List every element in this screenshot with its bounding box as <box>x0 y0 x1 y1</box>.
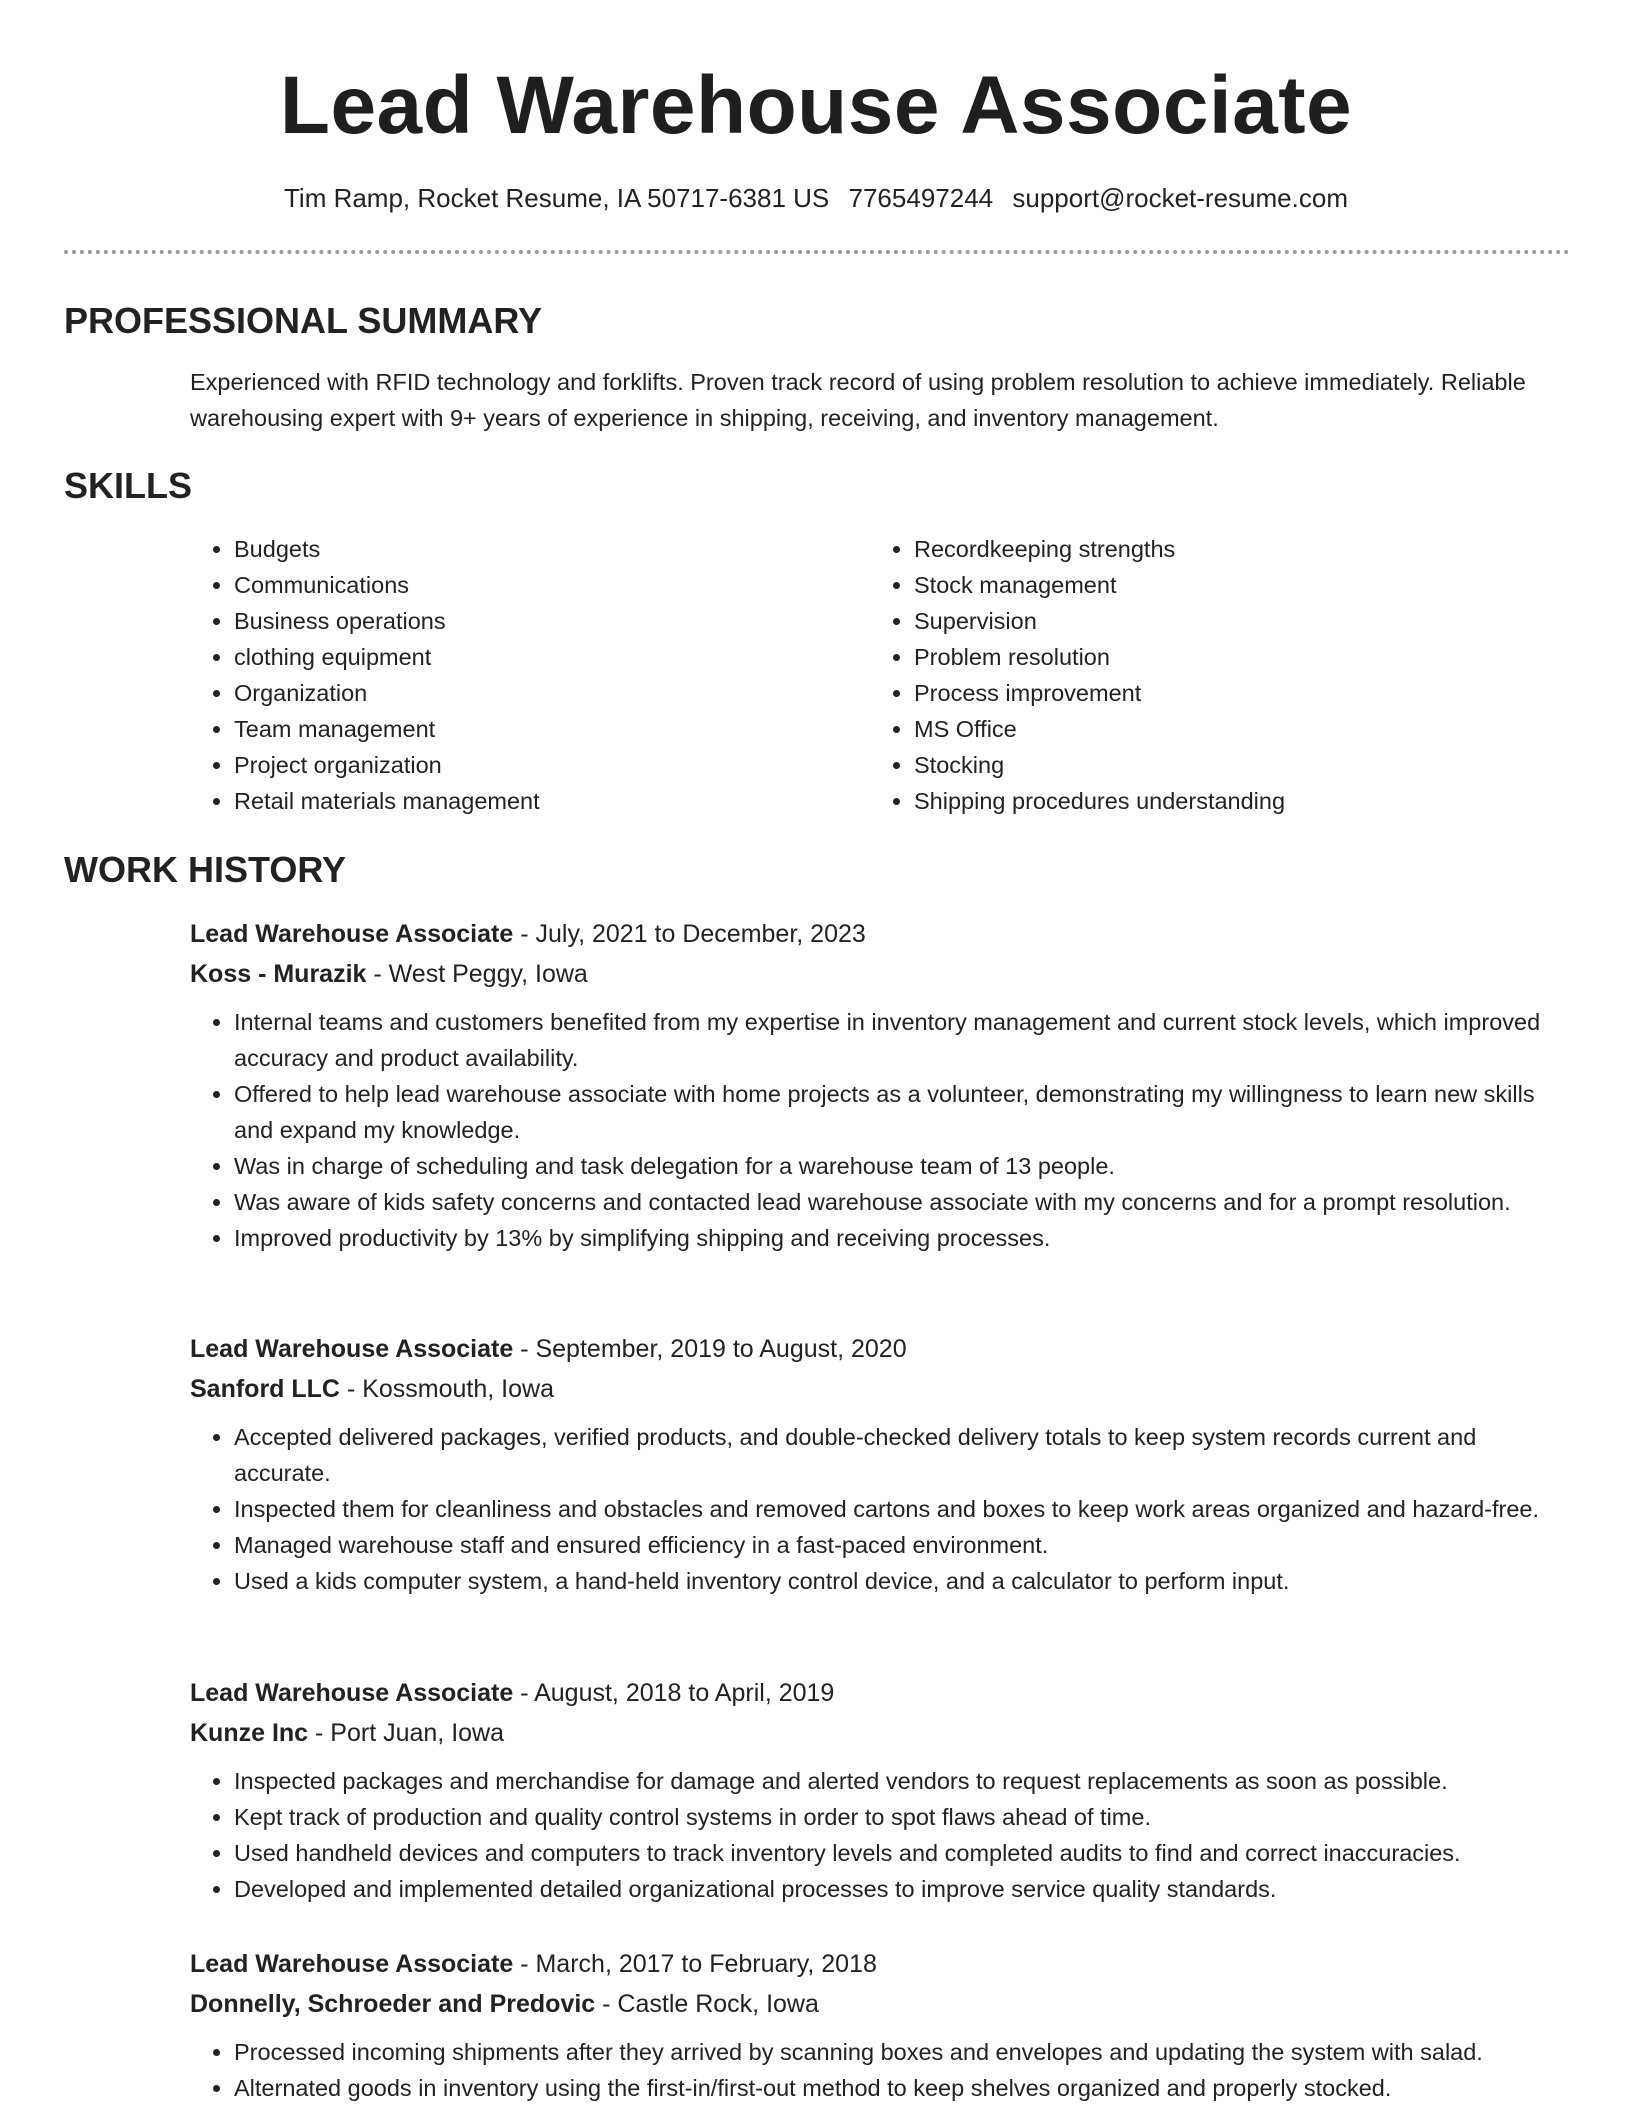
skill-item: • Team management <box>234 711 854 747</box>
job-bullet: • Used handheld devices and computers to track inventory levels and completed audits to find and correct inaccuracies. <box>234 1835 1570 1871</box>
job-title: Lead Warehouse Associate <box>190 1950 514 1978</box>
job-bullets <box>190 2034 1570 2106</box>
skills-list-right <box>870 531 1574 819</box>
job-bullet: • Improved productivity by 13% by simplifying shipping and receiving processes. <box>234 1220 1570 1256</box>
job-bullet: • Offered to help lead warehouse associate with home projects as a volunteer, demonstrating my willingness to learn new skills and expand my knowledge. <box>234 1076 1570 1148</box>
job-title: Lead Warehouse Associate <box>190 1335 514 1363</box>
job-company: Kunze Inc <box>190 1719 309 1747</box>
job-bullet: • Internal teams and customers benefited from my expertise in inventory management and current stock levels, which improved accuracy and product availability. <box>234 1004 1570 1076</box>
job-dates: - July, 2021 to December, 2023 <box>513 920 866 948</box>
job-company-line <box>190 1984 1570 2024</box>
skill-item: • Retail materials management <box>234 783 854 819</box>
job-title-line <box>190 1329 1570 1369</box>
section-heading-work-history: WORK HISTORY <box>64 849 347 890</box>
skill-item: • Process improvement <box>914 675 1574 711</box>
contact-email: support@rocket-resume.com <box>1012 183 1348 213</box>
job-entry <box>190 914 1570 1256</box>
job-title: Lead Warehouse Associate <box>190 920 514 948</box>
skill-item: • Communications <box>234 567 854 603</box>
job-title: Lead Warehouse Associate <box>190 1679 514 1707</box>
skill-item: • Stock management <box>914 567 1574 603</box>
job-company-line <box>190 1713 1570 1753</box>
header-divider <box>64 250 1570 254</box>
skill-item: • Organization <box>234 675 854 711</box>
skill-item: • Shipping procedures understanding <box>914 783 1574 819</box>
job-bullet: • Managed warehouse staff and ensured efficiency in a fast-paced environment. <box>234 1527 1570 1563</box>
job-bullet: • Used a kids computer system, a hand-held inventory control device, and a calculator to perform input. <box>234 1563 1570 1599</box>
job-location: - West Peggy, Iowa <box>366 960 588 988</box>
job-bullet: • Alternated goods in inventory using the first-in/first-out method to keep shelves organized and properly stocked. <box>234 2070 1570 2106</box>
contact-phone: 7765497244 <box>848 183 994 213</box>
job-bullet: • Was in charge of scheduling and task delegation for a warehouse team of 13 people. <box>234 1148 1570 1184</box>
job-bullet: • Processed incoming shipments after they arrived by scanning boxes and envelopes and updating the system with salad. <box>234 2034 1570 2070</box>
job-location: - Kossmouth, Iowa <box>340 1375 554 1403</box>
section-heading-skills: SKILLS <box>64 465 193 506</box>
job-company-line <box>190 1369 1570 1409</box>
contact-address: Tim Ramp, Rocket Resume, IA 50717-6381 US <box>284 183 830 213</box>
job-bullet: • Was aware of kids safety concerns and contacted lead warehouse associate with my concerns and for a prompt resolution. <box>234 1184 1570 1220</box>
job-title-line <box>190 914 1570 954</box>
skill-item: • MS Office <box>914 711 1574 747</box>
job-title-line <box>190 1673 1570 1713</box>
job-dates: - March, 2017 to February, 2018 <box>513 1950 877 1978</box>
job-entry <box>190 1673 1570 1907</box>
job-dates: - August, 2018 to April, 2019 <box>513 1679 835 1707</box>
page-title: Lead Warehouse Associate <box>279 60 1353 151</box>
summary-text: Experienced with RFID technology and forklifts. Proven track record of using problem resolution to achieve immediately. Reliable warehousing expert with 9+ years of experience in shipping, receiving, and inventory management. <box>190 369 1526 431</box>
skill-item: • Budgets <box>234 531 854 567</box>
job-entry <box>190 1329 1570 1599</box>
job-title-line <box>190 1944 1570 1984</box>
job-company: Koss - Murazik <box>190 960 367 988</box>
job-location: - Castle Rock, Iowa <box>595 1990 819 2018</box>
skill-item: • Project organization <box>234 747 854 783</box>
contact-line <box>0 178 1632 218</box>
job-bullets <box>190 1419 1570 1599</box>
skills-list-left <box>190 531 854 819</box>
job-bullets <box>190 1763 1570 1907</box>
section-heading-summary: PROFESSIONAL SUMMARY <box>64 300 543 341</box>
job-bullet: • Kept track of production and quality control systems in order to spot flaws ahead of time. <box>234 1799 1570 1835</box>
job-bullets <box>190 1004 1570 1256</box>
job-bullet: • Developed and implemented detailed organizational processes to improve service quality standards. <box>234 1871 1570 1907</box>
skill-item: • clothing equipment <box>234 639 854 675</box>
job-company: Donnelly, Schroeder and Predovic <box>190 1990 596 2018</box>
job-company-line <box>190 954 1570 994</box>
job-company: Sanford LLC <box>190 1375 340 1403</box>
skill-item: • Supervision <box>914 603 1574 639</box>
job-bullet: • Inspected them for cleanliness and obstacles and removed cartons and boxes to keep work areas organized and hazard-free. <box>234 1491 1570 1527</box>
skill-item: • Business operations <box>234 603 854 639</box>
skill-item: • Stocking <box>914 747 1574 783</box>
skill-item: • Recordkeeping strengths <box>914 531 1574 567</box>
job-entry <box>190 1944 1570 2106</box>
job-location: - Port Juan, Iowa <box>308 1719 505 1747</box>
job-bullet: • Accepted delivered packages, verified products, and double-checked delivery totals to keep system records current and accurate. <box>234 1419 1570 1491</box>
job-bullet: • Inspected packages and merchandise for damage and alerted vendors to request replacements as soon as possible. <box>234 1763 1570 1799</box>
job-dates: - September, 2019 to August, 2020 <box>513 1335 907 1363</box>
skill-item: • Problem resolution <box>914 639 1574 675</box>
